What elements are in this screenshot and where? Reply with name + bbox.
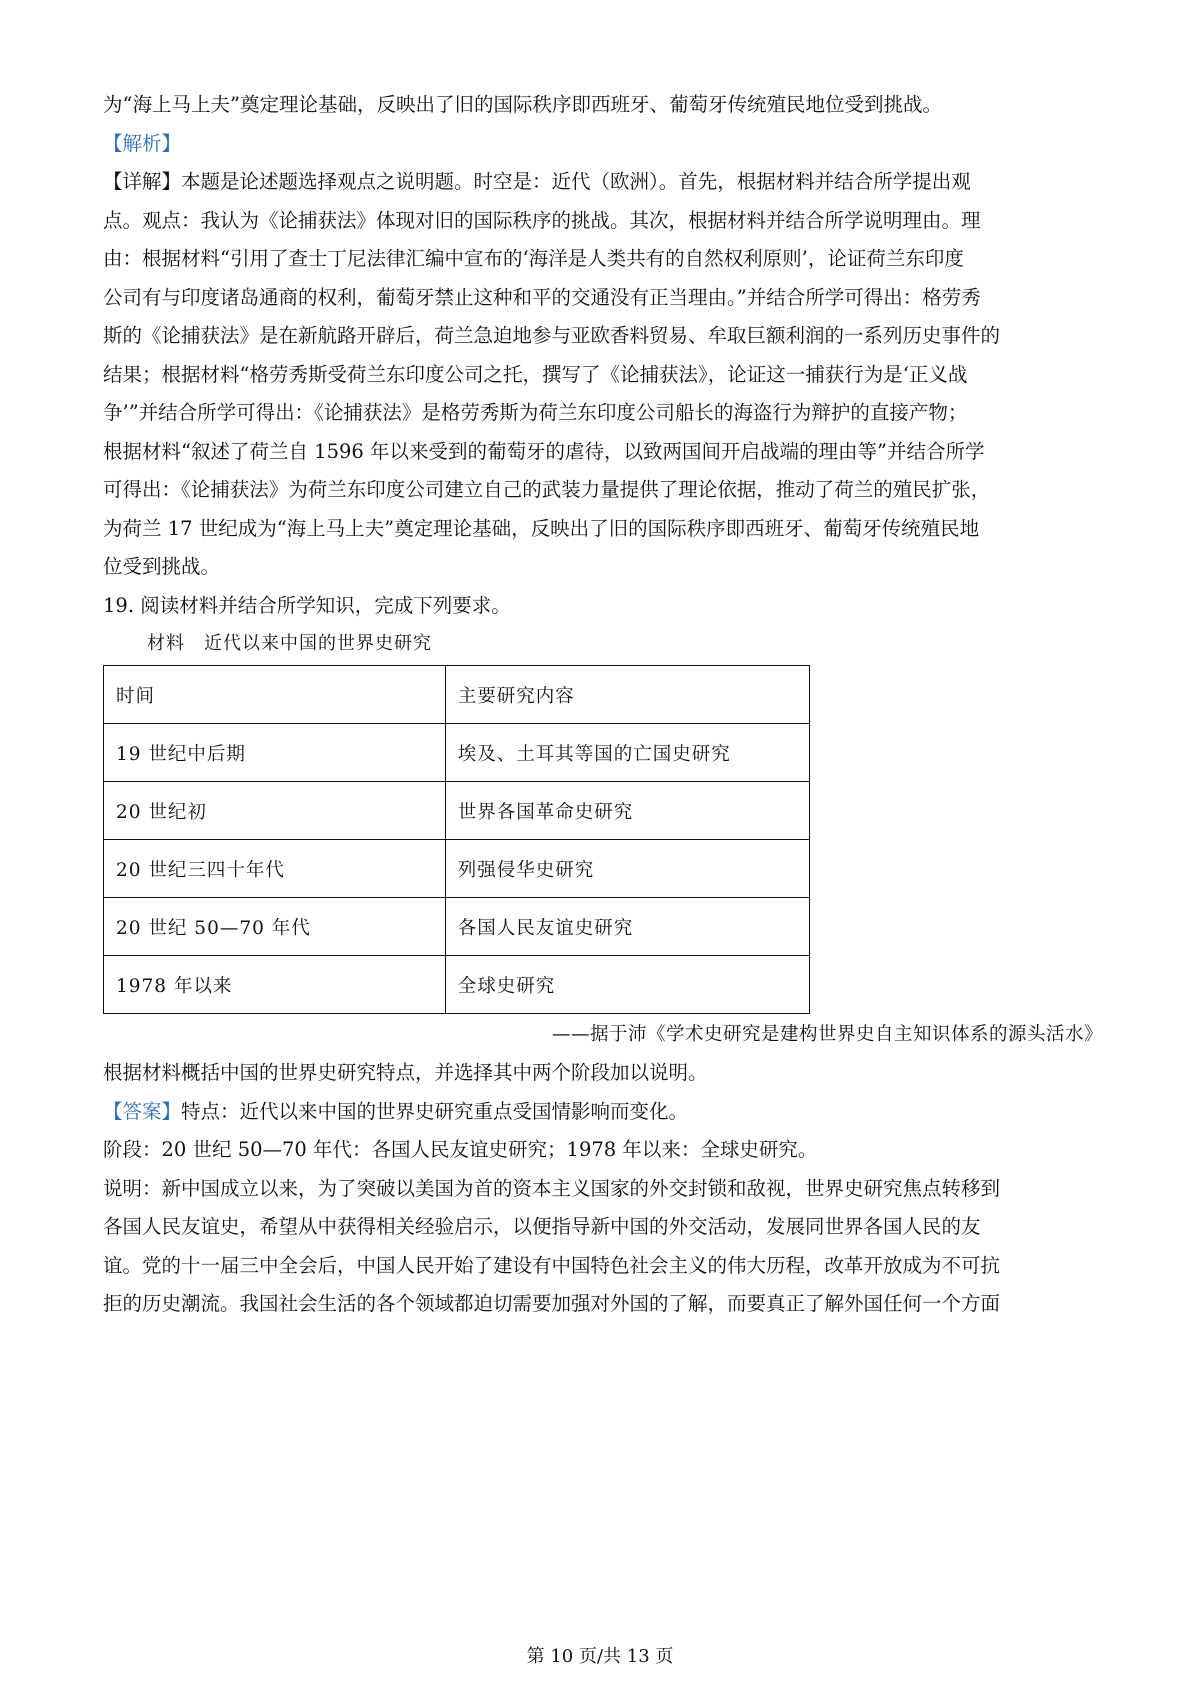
- table-cell: 20 世纪 50—70 年代: [104, 898, 446, 956]
- table-cell: 埃及、土耳其等国的亡国史研究: [445, 724, 809, 782]
- detail-line: 结果；根据材料“格劳秀斯受荷兰东印度公司之托，撰写了《论捕获法》，论证这一捕获行为是‘正义战: [103, 362, 968, 386]
- explanation-line: 拒的历史潮流。我国社会生活的各个领域都迫切需要加强对外国的了解，而要真正了解外国任何一个方面: [103, 1292, 1001, 1315]
- material-table: [103, 665, 810, 1014]
- answer-feature-line: [103, 1093, 1103, 1132]
- detail-line: 点。观点：我认为《论捕获法》体现对旧的国际秩序的挑战。其次，根据材料并结合所学说明理由。理: [103, 208, 981, 232]
- table-header-row: [104, 666, 810, 724]
- detail-paragraph: [103, 163, 1103, 587]
- detail-line: 根据材料“叙述了荷兰自 1596 年以来受到的葡萄牙的虐待，以致两国间开启战端的理由等”并结合所学: [103, 439, 985, 463]
- material-source: ——据于沛《学术史研究是建构世界史自主知识体系的源头活水》: [551, 1024, 1103, 1045]
- table-cell: 20 世纪三四十年代: [104, 840, 446, 898]
- detail-line: 【详解】本题是论述题选择观点之说明题。时空是：近代（欧洲）。首先，根据材料并结合所学提出观: [103, 170, 971, 193]
- explanation-line: 谊。党的十一届三中全会后，中国人民开始了建设有中国特色社会主义的伟大历程，改革开放成为不可抗: [103, 1253, 1001, 1277]
- explanation-line: 说明：新中国成立以来，为了突破以美国为首的资本主义国家的外交封锁和敌视，世界史研究焦点转移到: [103, 1176, 1001, 1200]
- table-row: [104, 840, 810, 898]
- explanation-paragraph: [103, 1170, 1103, 1324]
- detail-line: 为荷兰 17 世纪成为“海上马上夫”奠定理论基础，反映出了旧的国际秩序即西班牙、葡萄牙传统殖民地: [103, 516, 980, 540]
- detail-line: 争’”并结合所学可得出：《论捕获法》是格劳秀斯为荷兰东印度公司船长的海盗行为辩护的直接产物；: [103, 401, 968, 424]
- table-cell: 1978 年以来: [104, 956, 446, 1014]
- table-header-cell: 主要研究内容: [445, 666, 809, 724]
- answer-tag: 【答案】: [103, 1099, 182, 1123]
- table-cell: 列强侵华史研究: [445, 840, 809, 898]
- page-number: 第 10 页/共 13 页: [526, 1646, 674, 1667]
- explanation-line: 各国人民友谊史，希望从中获得相关经验启示，以便指导新中国的外交活动，发展同世界各国人民的友: [103, 1215, 981, 1238]
- detail-line: 斯的《论捕获法》是在新航路开辟后，荷兰急迫地参与亚欧香料贸易、牟取巨额利润的一系列历史事件的: [103, 324, 1001, 347]
- table-cell: 20 世纪初: [104, 782, 446, 840]
- table-header-cell: 时间: [104, 666, 446, 724]
- analysis-tag: 【解析】: [103, 131, 182, 155]
- table-cell: 各国人民友谊史研究: [445, 898, 809, 956]
- detail-line: 位受到挑战。: [103, 555, 221, 578]
- table-cell: 世界各国革命史研究: [445, 782, 809, 840]
- table-cell: 19 世纪中后期: [104, 724, 446, 782]
- answer-stage: 阶段：20 世纪 50—70 年代：各国人民友谊史研究；1978 年以来：全球史研究。: [103, 1138, 818, 1161]
- carryover-line: 为“海上马上夫”奠定理论基础，反映出了旧的国际秩序即西班牙、葡萄牙传统殖民地位受到挑战。: [103, 93, 942, 116]
- table-row: [104, 724, 810, 782]
- answer-feature: 特点：近代以来中国的世界史研究重点受国情影响而变化。: [181, 1099, 689, 1123]
- detail-line: 由：根据材料“引用了查士丁尼法律汇编中宣布的‘海洋是人类共有的自然权利原则’，论证荷兰东印度: [103, 247, 964, 270]
- table-cell: 全球史研究: [445, 956, 809, 1014]
- question-stem: 19. 阅读材料并结合所学知识，完成下列要求。: [103, 593, 511, 617]
- table-row: [104, 898, 810, 956]
- material-title: 材料 近代以来中国的世界史研究: [147, 633, 432, 654]
- detail-line: 可得出：《论捕获法》为荷兰东印度公司建立自己的武装力量提供了理论依据，推动了荷兰的殖民扩张，: [103, 478, 991, 501]
- document-page: [103, 86, 1103, 1324]
- table-row: [104, 782, 810, 840]
- detail-line: 公司有与印度诸岛通商的权利，葡萄牙禁止这种和平的交通没有正当理由。”并结合所学可得出：格劳秀: [103, 285, 981, 309]
- task-prompt: 根据材料概括中国的世界史研究特点，并选择其中两个阶段加以说明。: [103, 1061, 708, 1084]
- table-row: [104, 956, 810, 1014]
